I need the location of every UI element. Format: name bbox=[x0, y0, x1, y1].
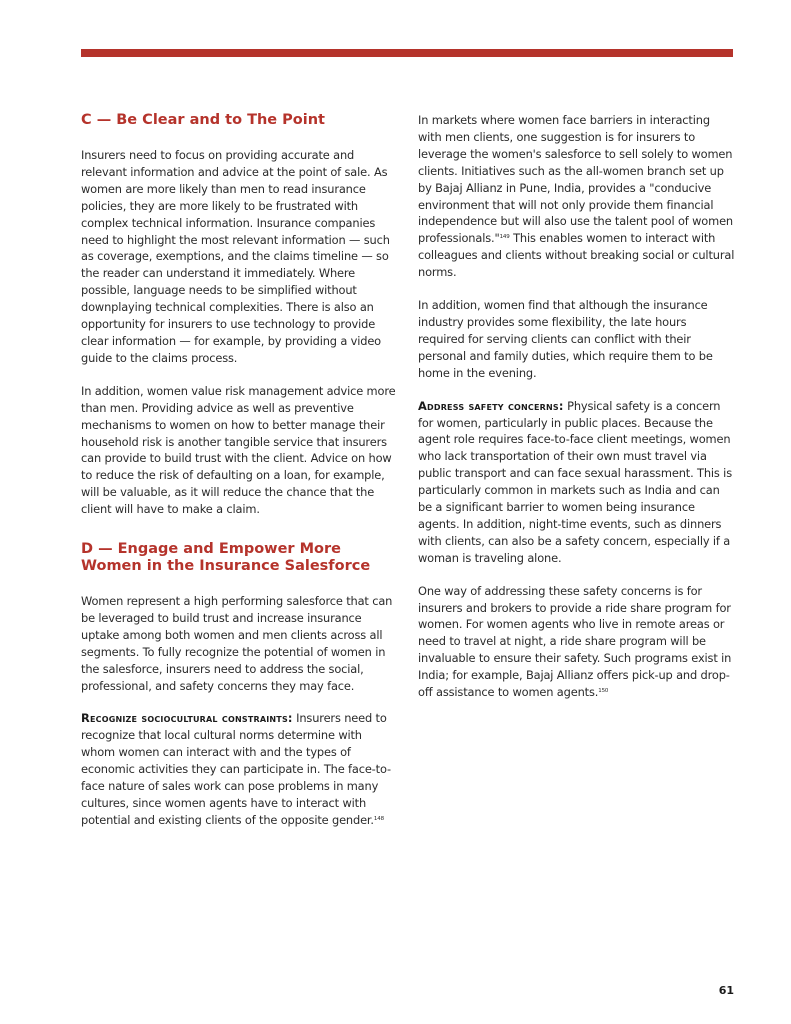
section-d-heading: D — Engage and Empower More Women in the Insurance Salesforce bbox=[81, 541, 371, 575]
footnote-ref-148: 148 bbox=[373, 815, 384, 822]
right-paragraph-3 bbox=[418, 398, 736, 567]
footnote-ref-149: 149 bbox=[499, 234, 510, 241]
sociocultural-constraints-term: Recognize sociocultural constraints: bbox=[81, 711, 293, 726]
right-column bbox=[418, 112, 736, 701]
right-paragraph-2: In addition, women find that although the insurance industry provides some flexibility, the late hours required for serving clients can conflict with their personal and family duties, which require them to be home in the evening. bbox=[418, 298, 713, 380]
safety-concerns-body: Physical safety is a concern for women, particularly in public places. Because the agent role requires face-to-face client meetings, women who lack transportation of their own must travel via public transport and can face sexual harassment. This is particularly common in markets such as India and can be a significant barrier to women being insurance agents. In addition, night-time events, such as dinners with clients, can also be a safety concern, especially if a woman is traveling alone. bbox=[418, 398, 732, 565]
right-paragraph-4 bbox=[418, 583, 736, 701]
section-d-paragraph-2 bbox=[81, 710, 397, 828]
section-c-paragraph-2: In addition, women value risk management advice more than men. Providing advice as well as preventive mechanisms to women on how to better manage their household risk is another tangible service that insurers can provide to build trust with the client. Advice on how to reduce the risk of defaulting on a loan, for example, will be valuable, as it will reduce the chance that the client will have to make a claim. bbox=[81, 383, 396, 517]
section-c-heading: C — Be Clear and to The Point bbox=[81, 112, 325, 128]
section-c-paragraph-1: Insurers need to focus on providing accurate and relevant information and advice at the point of sale. As women are more likely than men to read insurance policies, they are more likely to be frustrated with complex technical information. Insurance companies need to highlight the most relevant information — such as coverage, exemptions, and the claims timeline — so the reader can understand it immediately. Where possible, language needs to be simplified without downplaying technical complexities. There is also an opportunity for insurers to use technology to provide clear information — for example, by providing a video guide to the claims process. bbox=[81, 148, 390, 365]
right-paragraph-1-body: In markets where women face barriers in interacting with men clients, one suggestion is for insurers to leverage the women's salesforce to sell solely to women clients. Initiatives such as the all-women branch set up by Bajaj Allianz in Pune, India, provides a "conducive environment that will not only provide them financial independence but will also use the talent pool of women professionals." bbox=[418, 113, 733, 246]
sociocultural-constraints-body: Insurers need to recognize that local cultural norms determine with whom women can interact with and the types of economic activities they can participate in. The face-to-face nature of sales work can pose problems in many cultures, since women agents have to interact with potential and existing clients of the opposite gender. bbox=[81, 711, 391, 827]
right-paragraph-4-body: One way of addressing these safety concerns is for insurers and brokers to provide a ride share program for women. For women agents who live in remote areas or need to travel at night, a ride share program will be invaluable to ensure their safety. Such programs exist in India; for example, Bajaj Allianz offers pick-up and drop-off assistance to women agents. bbox=[418, 583, 732, 700]
left-column bbox=[81, 112, 397, 829]
right-paragraph-1-tail: This enables women to interact with colleagues and clients without breaking social or cultural norms. bbox=[418, 231, 735, 280]
top-accent-rule bbox=[81, 49, 733, 57]
safety-concerns-term: Address safety concerns: bbox=[418, 398, 564, 413]
right-paragraph-1 bbox=[418, 112, 736, 281]
footnote-ref-150: 150 bbox=[598, 688, 609, 695]
section-d-paragraph-1: Women represent a high performing salesforce that can be leveraged to build trust and increase insurance uptake among both women and men clients across all segments. To fully recognize the potential of women in the salesforce, insurers need to address the social, professional, and safety concerns they may face. bbox=[81, 594, 393, 693]
page-number: 61 bbox=[718, 984, 734, 997]
